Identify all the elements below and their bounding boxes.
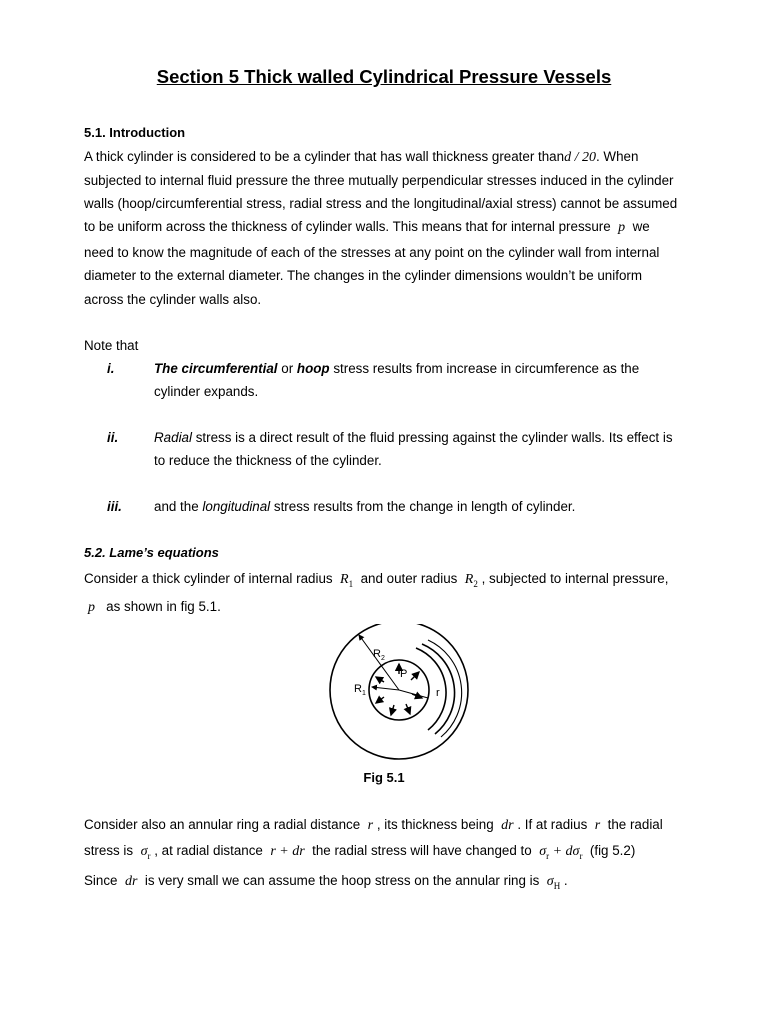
list-item xyxy=(154,430,673,446)
math-dr: dr xyxy=(501,818,514,833)
paragraph-line xyxy=(84,817,663,834)
paragraph-line xyxy=(84,873,568,894)
math-symbol: R xyxy=(464,572,474,587)
emphasis-text: Radial xyxy=(154,430,192,445)
text-span: , its thickness being xyxy=(376,817,494,832)
note-intro: Note that xyxy=(84,338,139,353)
math-sigma-h xyxy=(547,874,560,889)
math-subscript: r xyxy=(546,850,550,861)
text-span: . When xyxy=(595,149,639,164)
math-r1 xyxy=(340,572,353,587)
list-item-continuation: to reduce the thickness of the cylinder. xyxy=(154,453,382,468)
emphasis-text: hoop xyxy=(296,361,330,376)
text-span: Since xyxy=(84,873,118,888)
math-d-over-20: d / 20 xyxy=(564,150,596,165)
math-subscript: r xyxy=(147,850,151,861)
paragraph-line: diameter to the external diameter. The changes in the cylinder dimensions wouldn’t be uniform xyxy=(84,268,643,283)
text-span: or xyxy=(277,361,297,376)
math-subscript: H xyxy=(553,880,561,891)
math-dr: dr xyxy=(124,874,138,889)
math-symbol: + dσ xyxy=(549,844,580,859)
paragraph-line xyxy=(84,149,638,166)
math-subscript: 1 xyxy=(348,578,354,589)
figure-thick-cylinder xyxy=(300,624,500,766)
paragraph-line: walls (hoop/circumferential stress, radial stress and the longitudinal/axial stress) cannot be assumed xyxy=(84,196,678,211)
math-p: p xyxy=(88,600,95,615)
text-span: . If at radius xyxy=(517,817,588,832)
math-r: r xyxy=(367,818,374,833)
page-title: Section 5 Thick walled Cylindrical Pressure Vessels xyxy=(156,66,612,87)
emphasis-text: The circumferential xyxy=(154,361,278,376)
math-r2 xyxy=(465,572,478,587)
paragraph-line xyxy=(88,599,221,616)
text-span: to be uniform across the thickness of cylinder walls. This means that for internal pressure xyxy=(84,219,611,234)
emphasis-text: longitudinal xyxy=(202,499,271,514)
math-subscript: 2 xyxy=(473,578,478,589)
text-span: the radial stress will have changed to xyxy=(312,843,532,858)
annular-ring-inner-arc xyxy=(416,648,446,730)
section-heading-lames-equations: 5.2. Lame’s equations xyxy=(84,545,219,560)
list-item xyxy=(154,361,639,377)
math-p: p xyxy=(618,220,626,235)
paragraph-line xyxy=(84,843,635,864)
label-r1: $R_1$ xyxy=(354,683,366,697)
outer-radius-line xyxy=(359,635,399,690)
math-subscript: r xyxy=(579,850,583,861)
math-r-plus-dr: r + dr xyxy=(270,844,305,859)
text-span: (fig 5.2) xyxy=(589,843,636,858)
label-pressure: P xyxy=(400,668,408,680)
math-sigma-r xyxy=(141,844,151,859)
label-r2: $R_2$ xyxy=(373,648,385,662)
math-r: r xyxy=(594,818,601,833)
figure-caption: Fig 5.1 xyxy=(363,770,405,785)
text-span: is very small we can assume the hoop stress on the annular ring is xyxy=(144,873,540,888)
text-span: , at radial distance xyxy=(154,843,263,858)
text-span: the radial xyxy=(607,817,663,832)
text-span: stress results from increase in circumference as the xyxy=(329,361,640,376)
text-span: as shown in fig 5.1. xyxy=(106,599,221,614)
math-symbol: σ xyxy=(539,844,547,859)
list-number: i. xyxy=(107,361,115,376)
text-span: A thick cylinder is considered to be a cylinder that has wall thickness greater than xyxy=(84,149,565,164)
list-number: ii. xyxy=(107,430,119,445)
math-symbol: σ xyxy=(546,874,554,889)
list-item-continuation: cylinder expands. xyxy=(154,384,259,399)
math-symbol: σ xyxy=(140,844,148,859)
text-span: and outer radius xyxy=(360,571,458,586)
list-item xyxy=(154,499,575,515)
text-span: stress is xyxy=(84,843,134,858)
label-r: r xyxy=(436,687,440,699)
text-span: , subjected to internal pressure, xyxy=(481,571,669,586)
paragraph-line: subjected to internal fluid pressure the three mutually perpendicular stresses induced in the cylinder xyxy=(84,173,674,188)
text-span: and the xyxy=(154,499,203,514)
outer-circle xyxy=(330,624,468,759)
paragraph-line: across the cylinder walls also. xyxy=(84,292,262,307)
math-symbol: R xyxy=(340,572,349,587)
math-sigma-r-plus-dsigma-r xyxy=(539,844,582,859)
text-span: stress results from the change in length of cylinder. xyxy=(270,499,576,514)
text-span: . xyxy=(563,873,568,888)
text-span: Consider also an annular ring a radial distance xyxy=(84,817,361,832)
text-span: stress is a direct result of the fluid pressing against the cylinder walls. Its effect is xyxy=(191,430,673,445)
list-number: iii. xyxy=(107,499,122,514)
text-span: Consider a thick cylinder of internal radius xyxy=(84,571,333,586)
inner-radius-line xyxy=(372,687,399,690)
paragraph-line: need to know the magnitude of each of the stresses at any point on the cylinder wall from internal xyxy=(84,245,660,260)
paragraph-line xyxy=(84,571,668,592)
section-heading-introduction: 5.1. Introduction xyxy=(84,125,186,140)
paragraph-line xyxy=(84,219,650,236)
text-span: we xyxy=(632,219,650,234)
